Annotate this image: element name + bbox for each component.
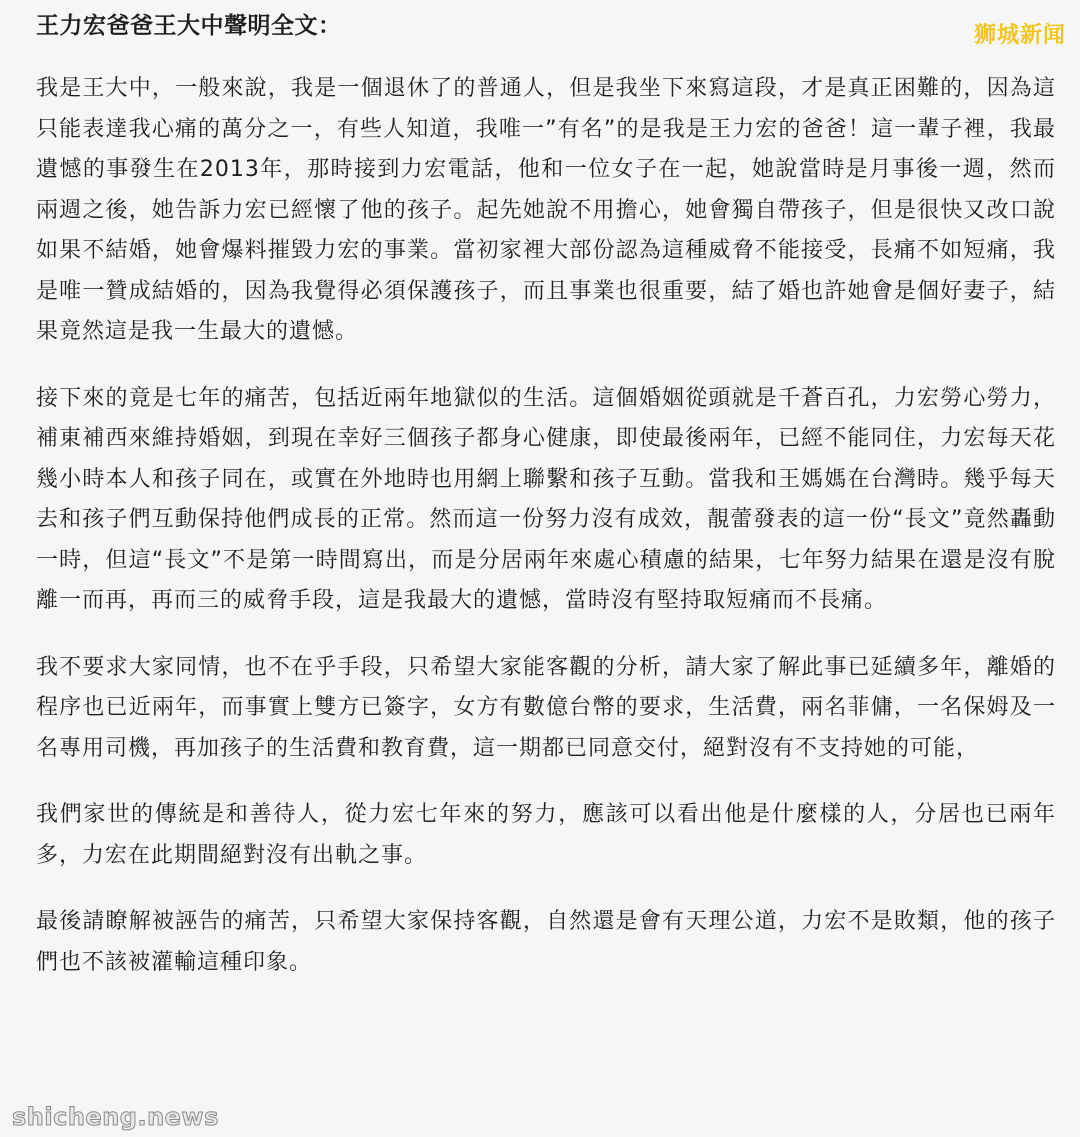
paragraph-4: 我們家世的傳統是和善待人，從力宏七年來的努力，應該可以看出他是什麼樣的人，分居也已兩年多，力宏在此期間絕對沒有出軌之事。 <box>36 802 1056 868</box>
document-title: 王力宏爸爸王大中聲明全文： <box>36 13 342 39</box>
watermark-top-right: 狮城新闻 <box>973 23 1066 48</box>
statement-document <box>36 8 1056 1009</box>
paragraph-1: 我是王大中，一般來說，我是一個退休了的普通人，但是我坐下來寫這段，才是真正困難的，因為這只能表達我心痛的萬分之一，有些人知道，我唯一”有名”的是我是王力宏的爸爸！這一輩子裡，我最遺憾的事發生在2013年，那時接到力宏電話，他和一位女子在一起，她說當時是月事後一週，然而兩週之後，她告訴力宏已經懷了他的孩子。起先她說不用擔心，她會獨自帶孩子，但是很快又改口說如果不結婚，她會爆料摧毀力宏的事業。當初家裡大部份認為這種威脅不能接受，長痛不如短痛，我是唯一贊成結婚的，因為我覺得必須保護孩子，而且事業也很重要，結了婚也許她會是個好妻子，結果竟然這是我一生最大的遺憾。 <box>36 76 1056 344</box>
paragraph-5: 最後請瞭解被誣告的痛苦，只希望大家保持客觀，自然還是會有天理公道，力宏不是敗類，他的孩子們也不該被灌輸這種印象。 <box>36 909 1056 975</box>
paragraph-3: 我不要求大家同情，也不在乎手段，只希望大家能客觀的分析，請大家了解此事已延續多年，離婚的程序也已近兩年，而事實上雙方已簽字，女方有數億台幣的要求，生活費，兩名菲傭，一名保姆及一名專用司機，再加孩子的生活費和教育費，這一期都已同意交付，絕對沒有不支持她的可能， <box>36 654 1056 761</box>
paragraph-2: 接下來的竟是七年的痛苦，包括近兩年地獄似的生活。這個婚姻從頭就是千蒼百孔，力宏勞心勞力，補東補西來維持婚姻，到現在幸好三個孩子都身心健康，即使最後兩年，已經不能同住，力宏每天花幾小時本人和孩子同在，或實在外地時也用網上聯繫和孩子互動。當我和王媽媽在台灣時。幾乎每天去和孩子們互動保持他們成長的正常。然而這一份努力沒有成效，靚蕾發表的這一份“長文”竟然轟動一時，但這“長文”不是第一時間寫出，而是分居兩年來處心積慮的結果，七年努力結果在還是沒有脫離一而再，再而三的威脅手段，這是我最大的遺憾，當時沒有堅持取短痛而不長痛。 <box>36 385 1056 613</box>
watermark-bottom-left: shicheng.news <box>12 1103 219 1131</box>
